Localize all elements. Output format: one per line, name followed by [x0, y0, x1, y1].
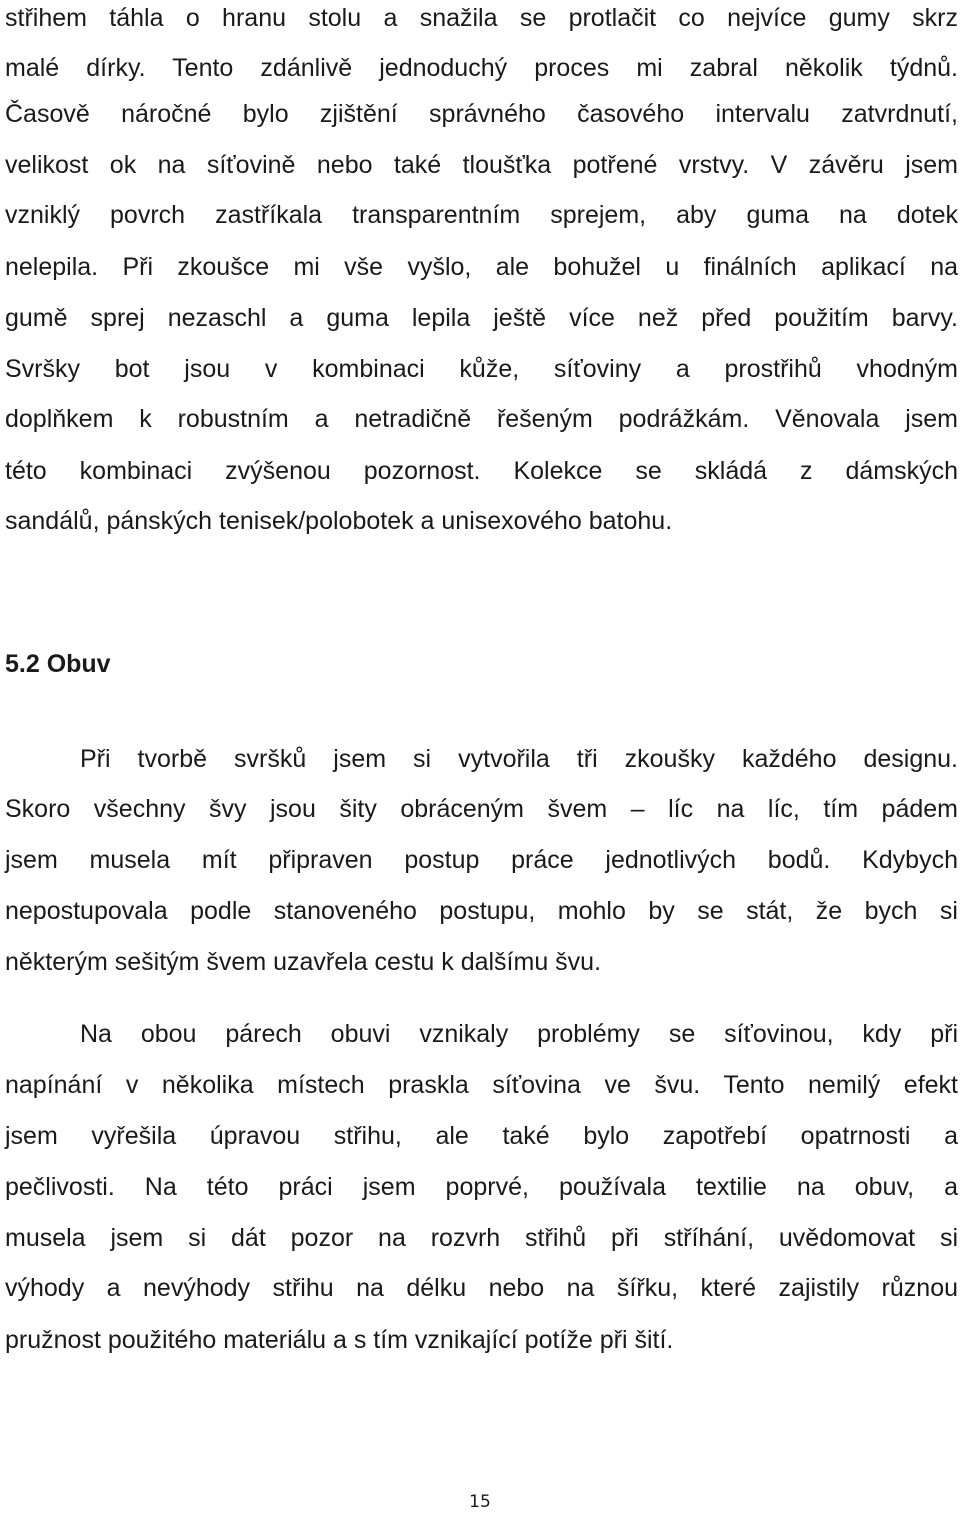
text-line: jsem musela mít připraven postup práce jednotlivých bodů. Kdybych: [5, 846, 958, 874]
text-line: pružnost použitého materiálu a s tím vznikající potíže při šití.: [5, 1326, 674, 1354]
text-line: střihem táhla o hranu stolu a snažila se protlačit co nejvíce gumy skrz: [5, 4, 958, 32]
text-line: velikost ok na síťovině nebo také tloušťka potřené vrstvy. V závěru jsem: [5, 151, 958, 179]
text-line: pečlivosti. Na této práci jsem poprvé, používala textilie na obuv, a: [5, 1173, 958, 1201]
text-line: nelepila. Při zkoušce mi vše vyšlo, ale bohužel u finálních aplikací na: [5, 253, 958, 281]
text-line: vzniklý povrch zastříkala transparentním sprejem, aby guma na dotek: [5, 201, 958, 229]
page-number: 15: [469, 1492, 491, 1512]
section-heading: 5.2 Obuv: [5, 650, 111, 678]
text-line: výhody a nevýhody střihu na délku nebo na šířku, které zajistily různou: [5, 1274, 958, 1302]
text-line: jsem vyřešila úpravou střihu, ale také bylo zapotřebí opatrnosti a: [5, 1122, 958, 1150]
text-line: této kombinaci zvýšenou pozornost. Kolekce se skládá z dámských: [5, 457, 958, 485]
text-line: Na obou párech obuvi vznikaly problémy se síťovinou, kdy při: [80, 1020, 958, 1048]
text-line: napínání v několika místech praskla síťovina ve švu. Tento nemilý efekt: [5, 1071, 958, 1099]
text-line: Svršky bot jsou v kombinaci kůže, síťoviny a prostřihů vhodným: [5, 355, 958, 383]
text-line: Při tvorbě svršků jsem si vytvořila tři zkoušky každého designu.: [80, 745, 958, 773]
text-line: gumě sprej nezaschl a guma lepila ještě více než před použitím barvy.: [5, 304, 958, 332]
text-line: sandálů, pánských tenisek/polobotek a unisexového batohu.: [5, 507, 673, 535]
text-line: doplňkem k robustním a netradičně řešeným podrážkám. Věnovala jsem: [5, 405, 958, 433]
text-line: Skoro všechny švy jsou šity obráceným švem – líc na líc, tím pádem: [5, 795, 958, 823]
text-line: nepostupovala podle stanoveného postupu, mohlo by se stát, že bych si: [5, 897, 958, 925]
text-line: Časově náročné bylo zjištění správného časového intervalu zatvrdnutí,: [5, 100, 958, 128]
text-line: některým sešitým švem uzavřela cestu k dalšímu švu.: [5, 948, 602, 976]
text-line: malé dírky. Tento zdánlivě jednoduchý proces mi zabral několik týdnů.: [5, 54, 958, 82]
text-line: musela jsem si dát pozor na rozvrh střihů při stříhání, uvědomovat si: [5, 1224, 958, 1252]
